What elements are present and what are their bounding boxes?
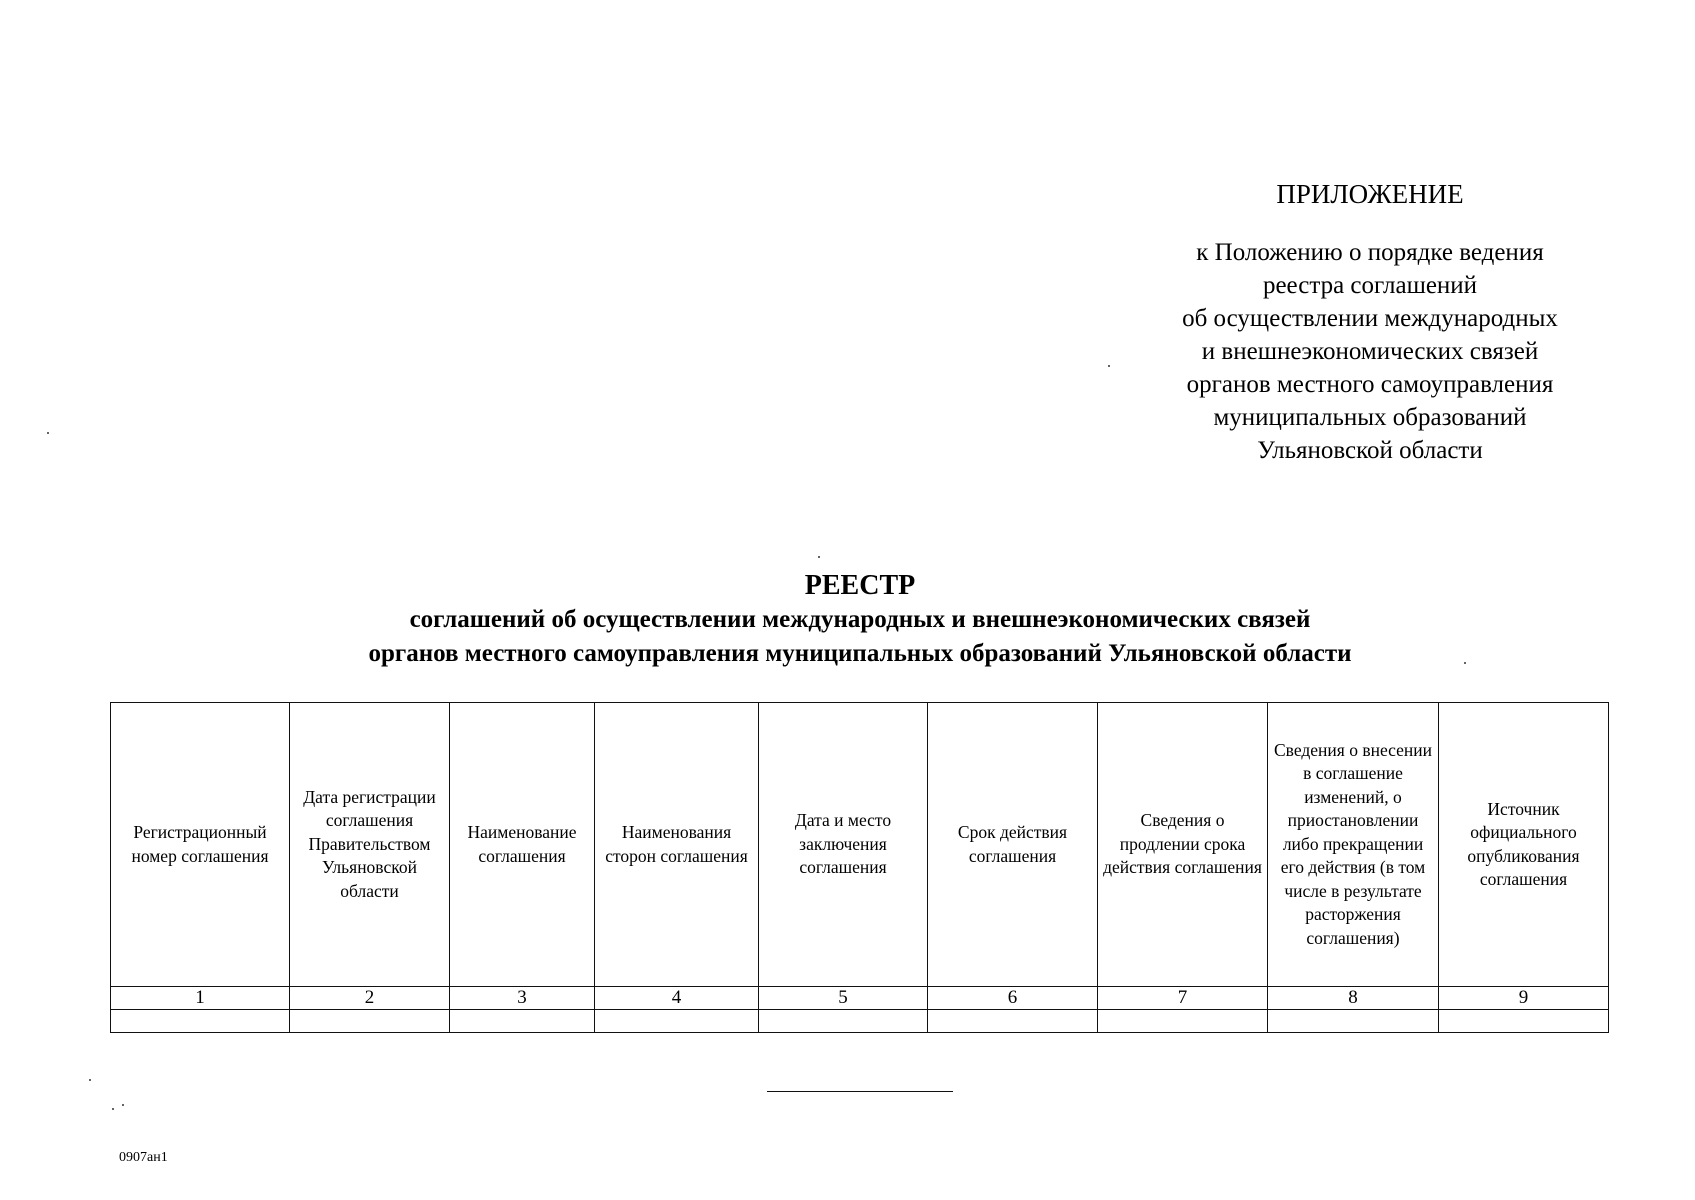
appendix-line: реестра соглашений <box>1262 272 1478 299</box>
appendix-line: органов местного самоуправления <box>1186 371 1554 398</box>
table-cell-empty <box>1439 1010 1609 1033</box>
table-cell-empty <box>595 1010 759 1033</box>
scan-speck <box>818 556 820 558</box>
appendix-line: и внешнеэкономических связей <box>1201 338 1539 365</box>
table-cell-empty <box>928 1010 1098 1033</box>
column-number: 3 <box>450 987 595 1010</box>
appendix-title: ПРИЛОЖЕНИЕ <box>1276 179 1464 209</box>
appendix-text <box>1140 236 1600 467</box>
scan-speck <box>122 1104 124 1106</box>
appendix-line: Ульяновской области <box>1257 437 1483 464</box>
table-cell-empty <box>290 1010 450 1033</box>
column-number: 9 <box>1439 987 1609 1010</box>
column-header-parties: Наименования сторон соглашения <box>595 703 759 987</box>
column-header-registration-number: Регистрационный номер соглашения <box>111 703 290 987</box>
scan-speck <box>89 1079 91 1081</box>
column-number: 7 <box>1098 987 1268 1010</box>
table-cell-empty <box>1098 1010 1268 1033</box>
column-number: 1 <box>111 987 290 1010</box>
closing-rule-line <box>767 1091 953 1092</box>
scan-speck <box>1108 365 1110 367</box>
table-column-numbers-row <box>111 987 1609 1010</box>
scan-speck <box>1464 662 1466 664</box>
column-header-date-place: Дата и место заключения соглашения <box>759 703 928 987</box>
column-number: 2 <box>290 987 450 1010</box>
table-header-row <box>111 703 1609 987</box>
column-header-registration-date: Дата регистрации соглашения Правительством Ульяновской области <box>290 703 450 987</box>
table-row <box>111 1010 1609 1033</box>
registry-subtitle-line: соглашений об осуществлении международных и внешнеэкономических связей <box>409 606 1311 633</box>
appendix-line: к Положению о порядке ведения <box>1196 239 1544 266</box>
appendix-line: муниципальных образований <box>1213 404 1527 431</box>
column-number: 5 <box>759 987 928 1010</box>
column-number: 8 <box>1268 987 1439 1010</box>
column-header-agreement-name: Наименование соглашения <box>450 703 595 987</box>
column-header-changes-info: Сведения о внесении в соглашение изменений, о приостановлении либо прекращении его действия (в том числе в результате расторжения соглашения) <box>1268 703 1439 987</box>
appendix-line: об осуществлении международных <box>1182 305 1558 332</box>
table-cell-empty <box>1268 1010 1439 1033</box>
registry-table <box>110 702 1609 1033</box>
registry-subtitle-line: органов местного самоуправления муниципальных образований Ульяновской области <box>368 640 1352 667</box>
column-header-extension-info: Сведения о продлении срока действия соглашения <box>1098 703 1268 987</box>
registry-title: РЕЕСТР <box>804 570 916 601</box>
table-cell-empty <box>759 1010 928 1033</box>
document-code: 0907ан1 <box>119 1150 168 1165</box>
column-number: 6 <box>928 987 1098 1010</box>
scan-speck <box>112 1108 114 1110</box>
registry-heading <box>0 569 1695 671</box>
appendix-block <box>1140 178 1600 467</box>
column-header-publication-source: Источник официального опубликования соглашения <box>1439 703 1609 987</box>
table-cell-empty <box>450 1010 595 1033</box>
scan-speck <box>47 432 49 434</box>
column-header-validity-term: Срок действия соглашения <box>928 703 1098 987</box>
column-number: 4 <box>595 987 759 1010</box>
table-cell-empty <box>111 1010 290 1033</box>
